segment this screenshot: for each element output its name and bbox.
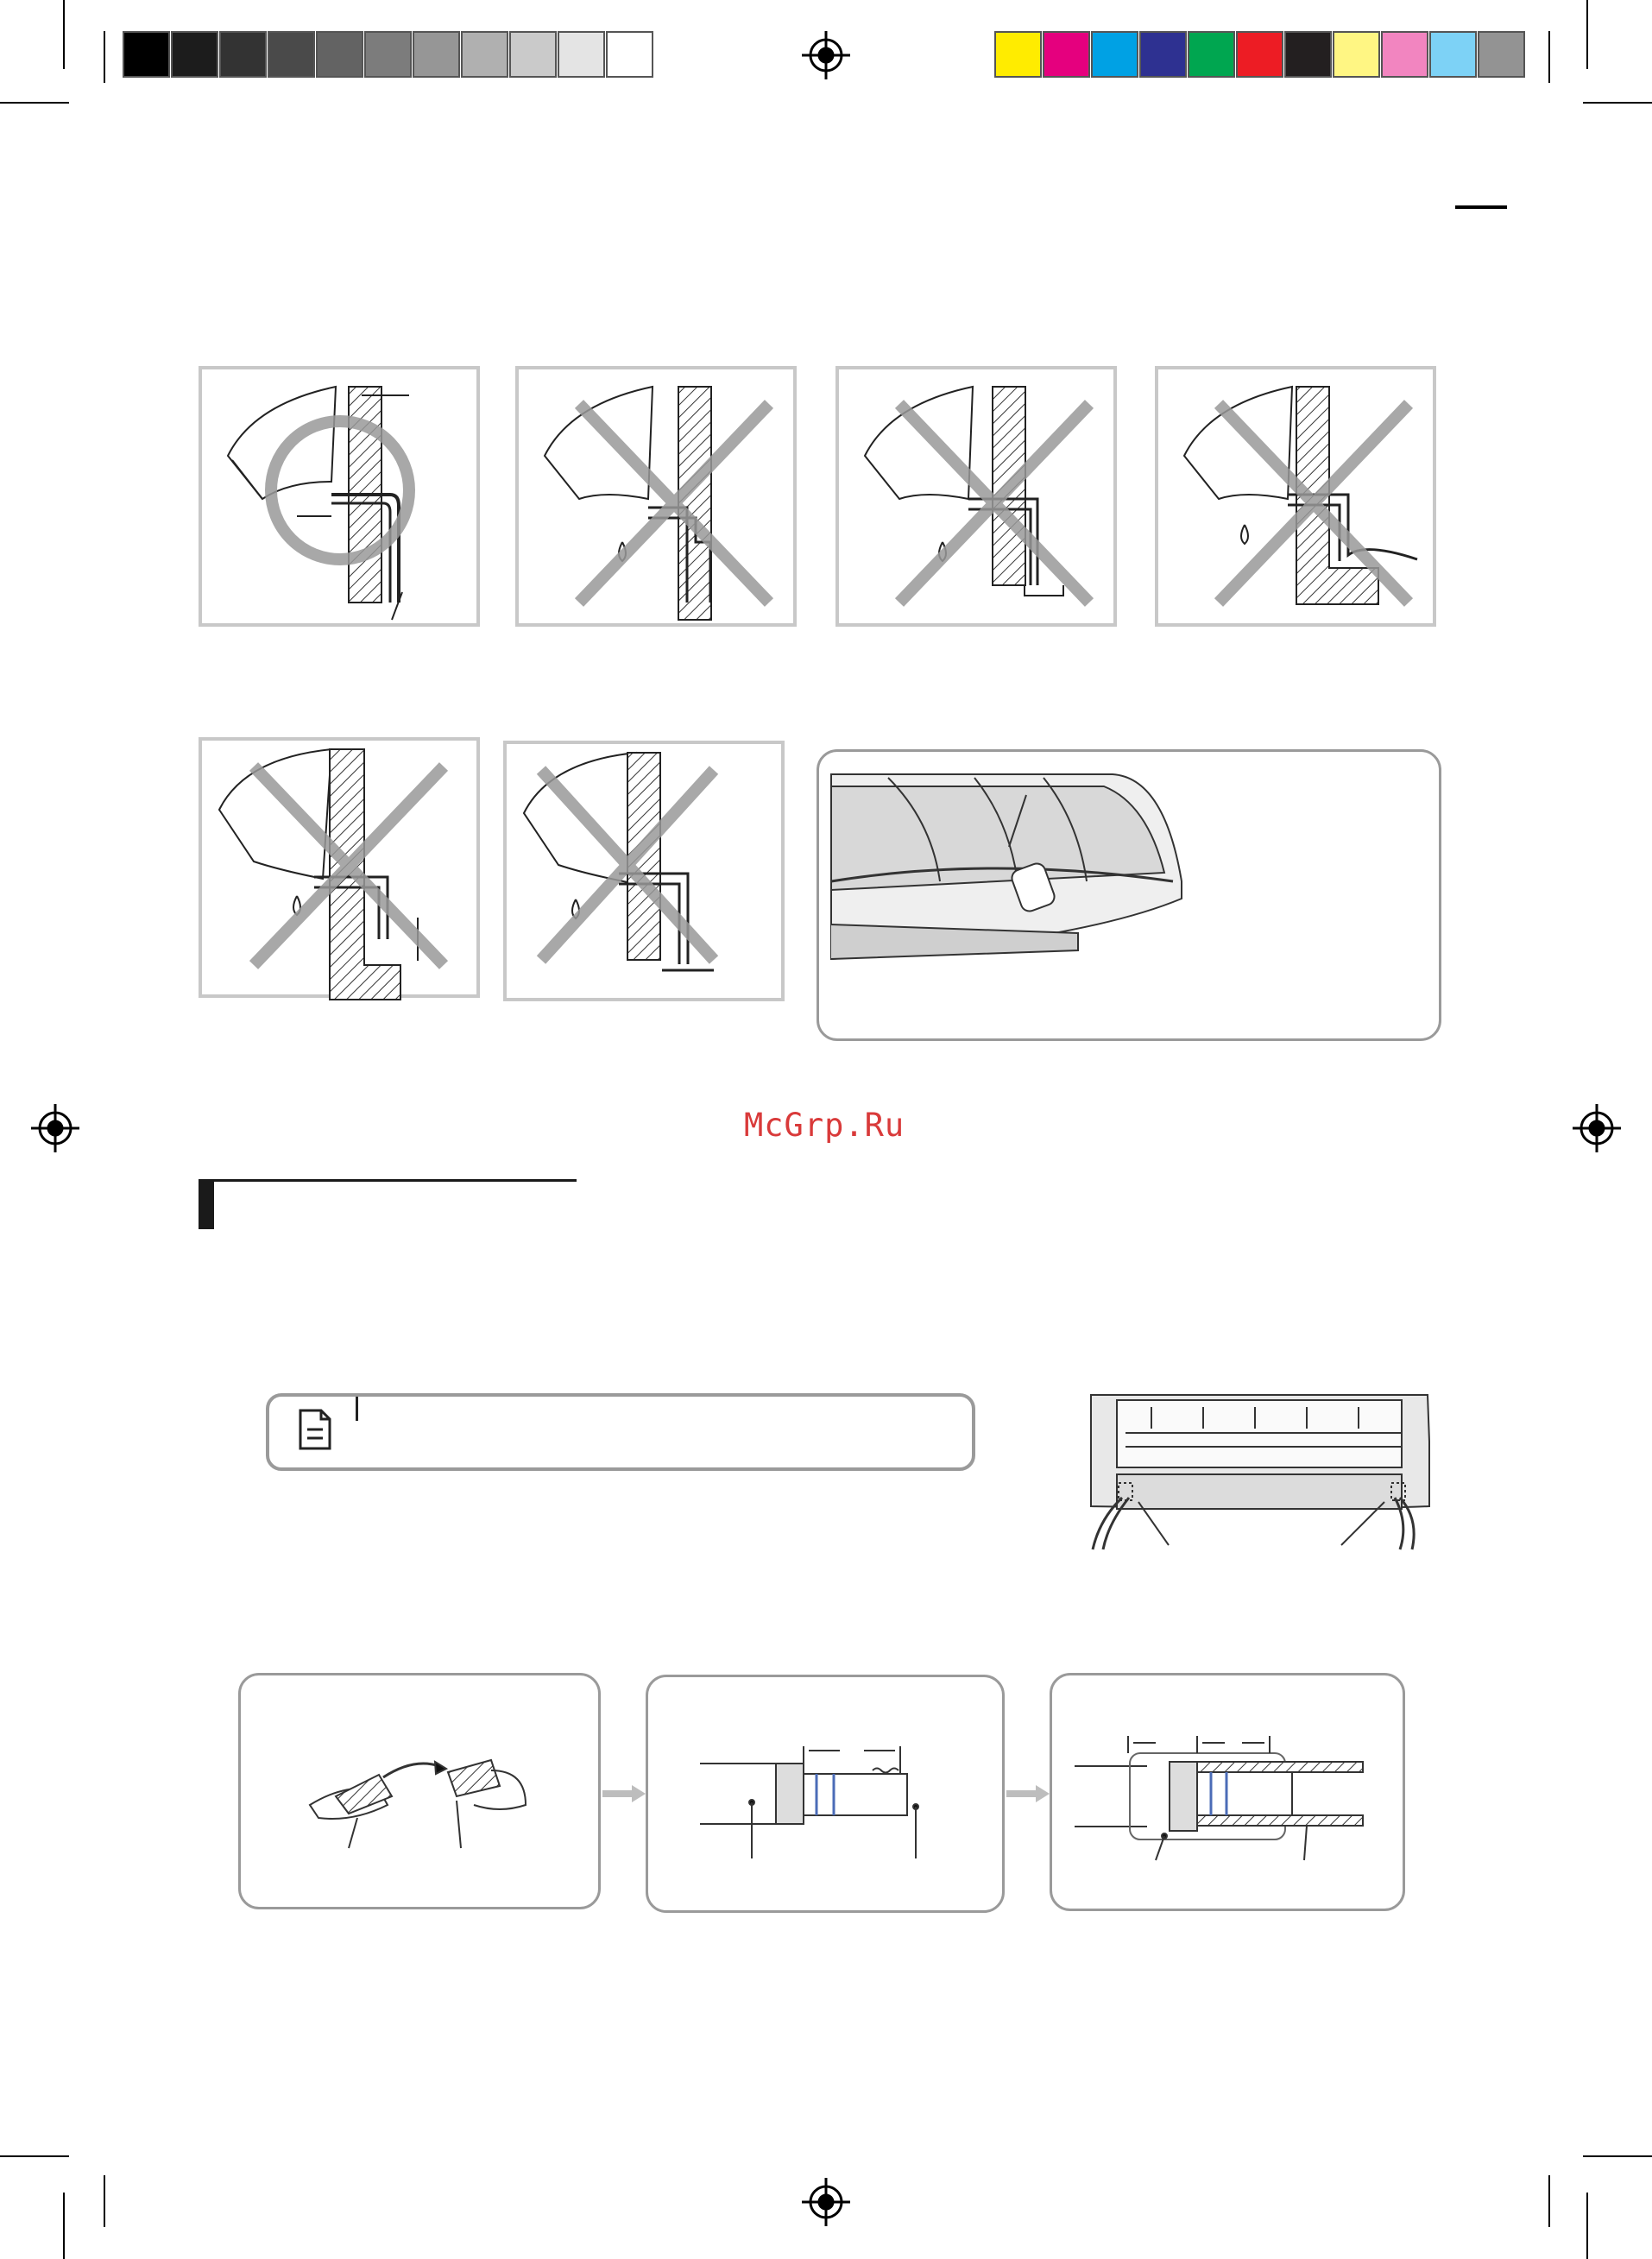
color-swatch xyxy=(1236,31,1283,78)
indoor-unit-bottom-view xyxy=(1074,1390,1436,1554)
drain-wrong-panel-5 xyxy=(503,741,785,1001)
color-swatch xyxy=(1043,31,1090,78)
step-panel-1 xyxy=(238,1673,601,1909)
crop-mark-bl-v2 xyxy=(104,2175,105,2227)
drain-correct-panel xyxy=(199,366,480,627)
grayscale-swatch xyxy=(123,31,170,78)
step-arrow-1 xyxy=(602,1785,646,1802)
grayscale-swatch xyxy=(558,31,605,78)
watermark-text: McGrp.Ru xyxy=(744,1107,905,1144)
crop-mark-tl-v xyxy=(63,0,65,69)
note-box xyxy=(266,1393,975,1471)
grayscale-swatch xyxy=(461,31,508,78)
crop-mark-tl-h xyxy=(0,102,69,104)
note-divider xyxy=(356,1397,358,1421)
crop-mark-bl-v xyxy=(63,2193,65,2259)
correct-o-mark xyxy=(271,421,409,559)
grayscale-calibration-bar xyxy=(123,0,658,86)
color-swatch xyxy=(1429,31,1477,78)
crop-mark-br-v2 xyxy=(1548,2175,1550,2227)
color-swatch xyxy=(1284,31,1332,78)
note-document-icon xyxy=(290,1404,342,1455)
page-number-rule xyxy=(1455,205,1507,209)
crop-mark-tr-v xyxy=(1586,0,1588,69)
wrong-x-mark xyxy=(579,404,769,603)
grayscale-swatch xyxy=(316,31,363,78)
section-heading-rule xyxy=(214,1179,577,1182)
color-swatch xyxy=(1381,31,1428,78)
crop-mark-br-h xyxy=(1583,2155,1652,2157)
grayscale-swatch xyxy=(509,31,557,78)
grayscale-swatch xyxy=(606,31,653,78)
drain-wrong-panel-3 xyxy=(1155,366,1436,627)
grayscale-swatch xyxy=(219,31,267,78)
color-calibration-bar xyxy=(994,0,1529,86)
step-panel-2 xyxy=(646,1675,1005,1913)
grayscale-swatch xyxy=(413,31,460,78)
crop-mark-bl-h xyxy=(0,2155,69,2157)
color-swatch xyxy=(1478,31,1525,78)
drain-test-illustration-panel xyxy=(817,749,1441,1041)
color-swatch xyxy=(1188,31,1235,78)
crop-mark-tr-v2 xyxy=(1548,31,1550,83)
grayscale-swatch xyxy=(171,31,218,78)
color-swatch xyxy=(994,31,1042,78)
step-arrow-2 xyxy=(1006,1785,1050,1802)
color-swatch xyxy=(1091,31,1138,78)
drain-wrong-panel-4 xyxy=(199,737,480,998)
drain-wrong-panel-2 xyxy=(835,366,1117,627)
step-panel-3 xyxy=(1050,1673,1405,1911)
section-heading-marker xyxy=(199,1179,214,1229)
grayscale-swatch xyxy=(364,31,412,78)
color-swatch xyxy=(1139,31,1187,78)
crop-mark-br-v xyxy=(1586,2193,1588,2259)
crop-mark-tl-v2 xyxy=(104,31,105,83)
color-swatch xyxy=(1333,31,1380,78)
grayscale-swatch xyxy=(268,31,315,78)
drain-wrong-panel-1 xyxy=(515,366,797,627)
crop-mark-tr-h xyxy=(1583,102,1652,104)
